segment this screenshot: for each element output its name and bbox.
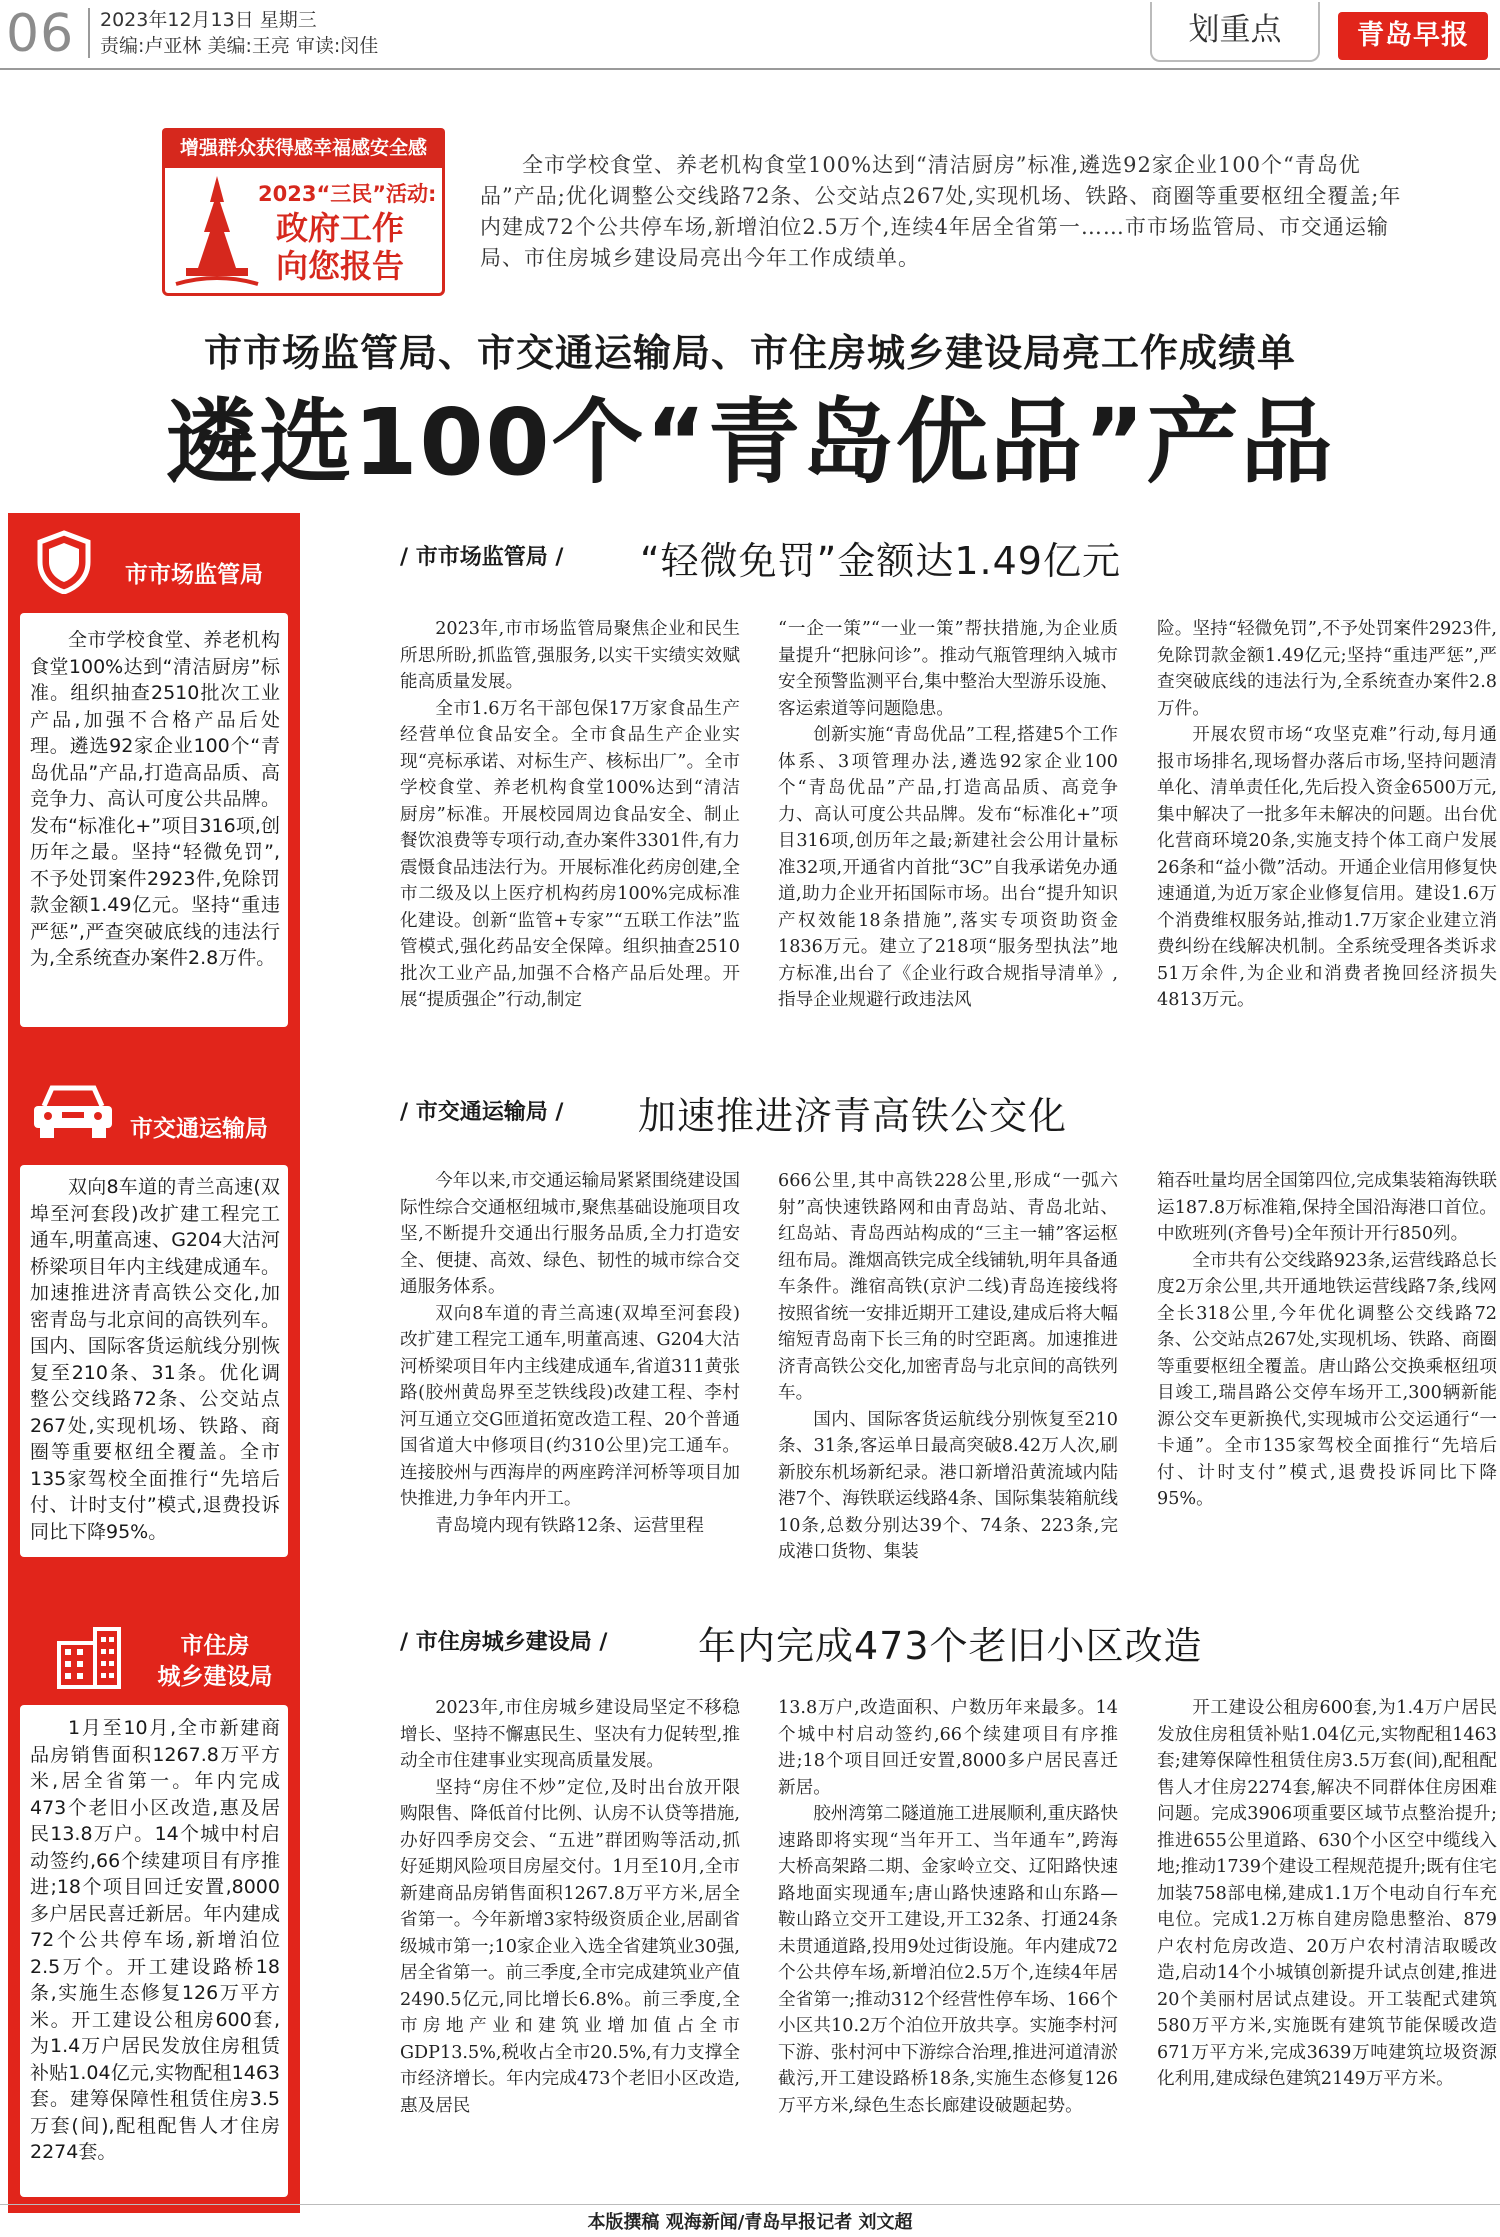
sidebar-summary-transport: 双向8车道的青兰高速(双埠至河套段)改扩建工程完工通车,明董高速、G204大沽河桥梁项目年内主线建成通车。加速推进济青高铁公交化,加密青岛与北京间的高铁列车。国内、国际客货运航线分别恢复至210条、31条。优化调整公交线路72条、公交站点267处,实现机场、铁路、商圈等重要枢纽全覆盖。全市135家驾校全面推行“先培后付、计时支付”模式,退费投诉同比下降95%。 [30, 1176, 280, 1543]
tower-icon [172, 172, 262, 292]
paragraph: 险。坚持“轻微免罚”,不予处罚案件2923件,免除罚款金额1.49亿元;坚持“重违严惩”,严查突破底线的违法行为,全系统查办案件2.8万件。 [1157, 619, 1497, 719]
campaign-slogan: 增强群众获得感幸福感安全感 [162, 128, 445, 168]
paragraph: 13.8万户,改造面积、户数历年来最多。14个城中村启动签约,66个续建项目有序推进;18个项目回迁安置,8000多户居民喜迁新居。 [778, 1698, 1118, 1798]
paragraph: 2023年,市市场监管局聚焦企业和民生所思所盼,抓监管,强服务,以实干实绩实效赋能高质量发展。 [400, 619, 740, 692]
article-column-housing-2 [778, 1695, 1118, 2119]
paragraph: 开工建设公租房600套,为1.4万户居民发放住房租赁补贴1.04亿元,实物配租1463套;建筹保障性租赁住房3.5万套(间),配租配售人才住房2274套,解决不同群体住房困难问题。完成3906项重要区域节点整治提升;推进655公里道路、630个小区空中缆线入地;推动1739个建设工程规范提升;既有住宅加装758部电梯,建成1.1万个电动自行车充电位。完成1.2万栋自建房隐患整治、879户农村危房改造、20万户农村清洁取暖改造,启动14个小城镇创新提升试点创建,推进20个美丽村居试点建设。开工装配式建筑580万平方米,实施既有建筑节能保暖改造671万平方米,完成3639万吨建筑垃圾资源化利用,建成绿色建筑2149万平方米。 [1157, 1698, 1497, 2089]
paragraph: 全市1.6万名干部包保17万家食品生产经营单位食品安全。全市食品生产企业实现“亮标承诺、对标生产、核标出厂”。全市学校食堂、养老机构食堂100%达到“清洁厨房”标准。开展校园周边食品安全、制止餐饮浪费等专项行动,查办案件3301件,有力震慑食品违法行为。开展标准化药房创建,全市二级及以上医疗机构药房100%完成标准化建设。创新“监管+专家”“五联工作法”监管模式,强化药品安全保障。组织抽查2510批次工业产品,加强不合格产品后处理。开展“提质强企”行动,制定 [400, 698, 740, 1010]
footer-rule [0, 2204, 1500, 2205]
issue-date: 2023年12月13日 星期三 [100, 9, 317, 31]
campaign-title-line1: 政府工作 [276, 209, 405, 247]
sidebar-heading-housing-line2: 城乡建设局 [157, 1664, 273, 1690]
paragraph: 箱吞吐量均居全国第四位,完成集装箱海铁联运187.8万标准箱,保持全国沿海港口首位。中欧班列(齐鲁号)全年预计开行850列。 [1157, 1171, 1497, 1244]
paragraph: 今年以来,市交通运输局紧紧围绕建设国际性综合交通枢纽城市,聚焦基础设施项目攻坚,不断提升交通出行服务品质,全力打造安全、便捷、高效、绿色、韧性的城市综合交通服务体系。 [400, 1171, 740, 1297]
paragraph: 青岛境内现有铁路12条、运营里程 [435, 1515, 704, 1536]
article-column-market-3 [1157, 616, 1497, 1014]
section-title-transport: 加速推进济青高铁公交化 [638, 1094, 1068, 1138]
paragraph: “一企一策”“一业一策”帮扶措施,为企业质量提升“把脉问诊”。推动气瓶管理纳入城市安全预警监测平台,集中整治大型游乐设施、客运索道等问题隐患。 [778, 619, 1118, 719]
car-icon [30, 1080, 116, 1142]
sidebar-summary-market: 全市学校食堂、养老机构食堂100%达到“清洁厨房”标准。组织抽查2510批次工业产品,加强不合格产品后处理。遴选92家企业100个“青岛优品”产品,打造高品质、高竞争力、高认可度公共品牌。发布“标准化+”项目316项,创历年之最。坚持“轻微免罚”,不予处罚案件2923件,免除罚款金额1.49亿元。坚持“重违严惩”,严查突破底线的违法行为,全系统查办案件2.8万件。 [30, 629, 280, 969]
sidebar-heading-transport: 市交通运输局 [130, 1116, 268, 1142]
page-number: 06 [6, 4, 75, 64]
paper-logo: 青岛早报 [1338, 12, 1488, 60]
section-label-market: / 市市场监管局 / [400, 545, 564, 570]
campaign-name: 2023“三民”活动: [258, 182, 437, 206]
header-rule [0, 68, 1500, 70]
kicker-headline: 市市场监管局、市交通运输局、市住房城乡建设局亮工作成绩单 [203, 330, 1296, 375]
sidebar-heading-market: 市市场监管局 [125, 562, 263, 588]
header-divider [88, 8, 90, 58]
shield-icon [36, 530, 92, 594]
byline: 本版撰稿 观海新闻/青岛早报记者 刘文超 [587, 2212, 913, 2233]
article-column-transport-2 [778, 1168, 1118, 1566]
main-headline: 遴选100个“青岛优品”产品 [165, 389, 1335, 496]
paragraph: 国内、国际客货运航线分别恢复至210条、31条,客运单日最高突破8.42万人次,刷新胶东机场新纪录。港口新增沿黄流域内陆港7个、海铁联运线路4条、国际集装箱航线10条,总数分别达39个、74条、223条,完成港口货物、集装 [778, 1409, 1118, 1562]
article-column-housing-3 [1157, 1695, 1497, 2093]
section-label-transport: / 市交通运输局 / [400, 1100, 564, 1125]
section-tab[interactable]: 划重点 [1150, 2, 1320, 62]
campaign-title-line2: 向您报告 [276, 247, 405, 285]
paragraph: 创新实施“青岛优品”工程,搭建5个工作体系、3项管理办法,遴选92家企业100个“青岛优品”产品,打造高品质、高竞争力、高认可度公共品牌。发布“标准化+”项目316项,创历年之最;新建社会公用计量标准32项,开通省内首批“3C”自我承诺免办通道,助力企业开拓国际市场。出台“提升知识产权效能18条措施”,落实专项资助资金1836万元。建立了218项“服务型执法”地方标准,出台了《企业行政合规指导清单》,指导企业规避行政违法风 [778, 725, 1118, 1010]
paragraph: 2023年,市住房城乡建设局坚定不移稳增长、坚持不懈惠民生、坚决有力促转型,推动全市住建事业实现高质量发展。 [400, 1698, 740, 1771]
article-column-market-1 [400, 616, 740, 1014]
sidebar-summary-housing: 1月至10月,全市新建商品房销售面积1267.8万平方米,居全省第一。年内完成473个老旧小区改造,惠及居民13.8万户。14个城中村启动签约,66个续建项目有序推进;18个项目回迁安置,8000多户居民喜迁新居。年内建成72个公共停车场,新增泊位2.5万个。开工建设路桥18条,实施生态修复126万平方米。开工建设公租房600套,为1.4万户居民发放住房租赁补贴1.04亿元,实物配租1463套。建筹保障性租赁住房3.5万套(间),配租配售人才住房2274套。 [30, 1717, 280, 2163]
sidebar-heading-housing-line1: 市住房 [180, 1633, 250, 1659]
paragraph: 胶州湾第二隧道施工进展顺利,重庆路快速路即将实现“当年开工、当年通车”,跨海大桥高架路二期、金家岭立交、辽阳路快速路地面实现通车;唐山路快速路和山东路—鞍山路立交开工建设,开工32条、打通24条未贯通道路,投用9处过街设施。年内建成72个公共停车场,新增泊位2.5万个,连续4年居全省第一;推动312个经营性停车场、166个小区共10.2万个泊位开放共享。实施李村河下游、张村河中下游综合治理,推进河道清淤截污,开工建设路桥18条,实施生态修复126万平方米,绿色生态长廊建设破题起势。 [778, 1804, 1118, 2116]
article-column-housing-1 [400, 1695, 740, 2119]
paragraph: 666公里,其中高铁228公里,形成“一弧六射”高快速铁路网和由青岛站、青岛北站、红岛站、青岛西站构成的“三主一辅”客运枢纽布局。潍烟高铁完成全线铺轨,明年具备通车条件。潍宿高铁(京沪二线)青岛连接线将按照省统一安排近期开工建设,建成后将大幅缩短青岛南下长三角的时空距离。加速推进济青高铁公交化,加密青岛与北京间的高铁列车。 [778, 1171, 1118, 1403]
paragraph: 全市共有公交线路923条,运营线路总长度2万余公里,共开通地铁运营线路7条,线网全长318公里,今年优化调整公交线路72条、公交站点267处,实现机场、铁路、商圈等重要枢纽全覆盖。唐山路公交换乘枢纽项目竣工,瑞昌路公交停车场开工,300辆新能源公交车更新换代,实现城市公交运通行“一卡通”。全市135家驾校全面推行“先培后付、计时支付”模式,退费投诉同比下降95%。 [1157, 1250, 1497, 1509]
paragraph: 坚持“房住不炒”定位,及时出台放开限购限售、降低首付比例、认房不认贷等措施,办好四季房交会、“五进”群团购等活动,抓好延期风险项目房屋交付。1月至10月,全市新建商品房销售面积1267.8万平方米,居全省第一。今年新增3家特级资质企业,居副省级城市第一;10家企业入选全省建筑业30强,居全省第一。前三季度,全市完成建筑业产值2490.5亿元,同比增长6.8%。前三季度,全市房地产业和建筑业增加值占全市GDP13.5%,税收占全市20.5%,有力支撑全市经济增长。年内完成473个老旧小区改造,惠及居民 [400, 1777, 740, 2116]
editor-credits: 责编:卢亚林 美编:王亮 审读:闵佳 [100, 35, 379, 57]
intro-paragraph: 全市学校食堂、养老机构食堂100%达到“清洁厨房”标准,遴选92家企业100个“青岛优品”产品;优化调整公交线路72条、公交站点267处,实现机场、铁路、商圈等重要枢纽全覆盖;年内建成72个公共停车场,新增泊位2.5万个,连续4年居全省第一……市市场监管局、市交通运输局、市住房城乡建设局亮出今年工作成绩单。 [480, 153, 1402, 270]
article-column-market-2 [778, 616, 1118, 1014]
section-title-housing: 年内完成473个老旧小区改造 [698, 1624, 1203, 1668]
article-column-transport-1 [400, 1168, 740, 1539]
article-column-transport-3 [1157, 1168, 1497, 1513]
section-label-housing: / 市住房城乡建设局 / [400, 1630, 608, 1655]
paragraph: 双向8车道的青兰高速(双埠至河套段)改扩建工程完工通车,明董高速、G204大沽河桥梁项目年内主线建成通车,省道311黄张路(胶州黄岛界至芝铁线段)改建工程、李村河互通立交G匝道拓宽改造工程、20个普通国省道大中修项目(约310公里)完工通车。连接胶州与西海岸的两座跨洋河桥等项目加快推进,力争年内开工。 [400, 1303, 740, 1509]
paragraph: 开展农贸市场“攻坚克难”行动,每月通报市场排名,现场督办落后市场,坚持问题清单化、清单责任化,先后投入资金6500万元,集中解决了一批多年未解决的问题。出台优化营商环境20条,实施支持个体工商户发展26条和“益小微”活动。开通企业信用修复快速通道,为近万家企业修复信用。建设1.6万个消费维权服务站,推动1.7万家企业建立消费纠纷在线解决机制。全系统受理各类诉求51万余件,为企业和消费者挽回经济损失4813万元。 [1157, 725, 1497, 1010]
section-title-market: “轻微免罚”金额达1.49亿元 [640, 539, 1121, 583]
building-icon [55, 1625, 125, 1689]
